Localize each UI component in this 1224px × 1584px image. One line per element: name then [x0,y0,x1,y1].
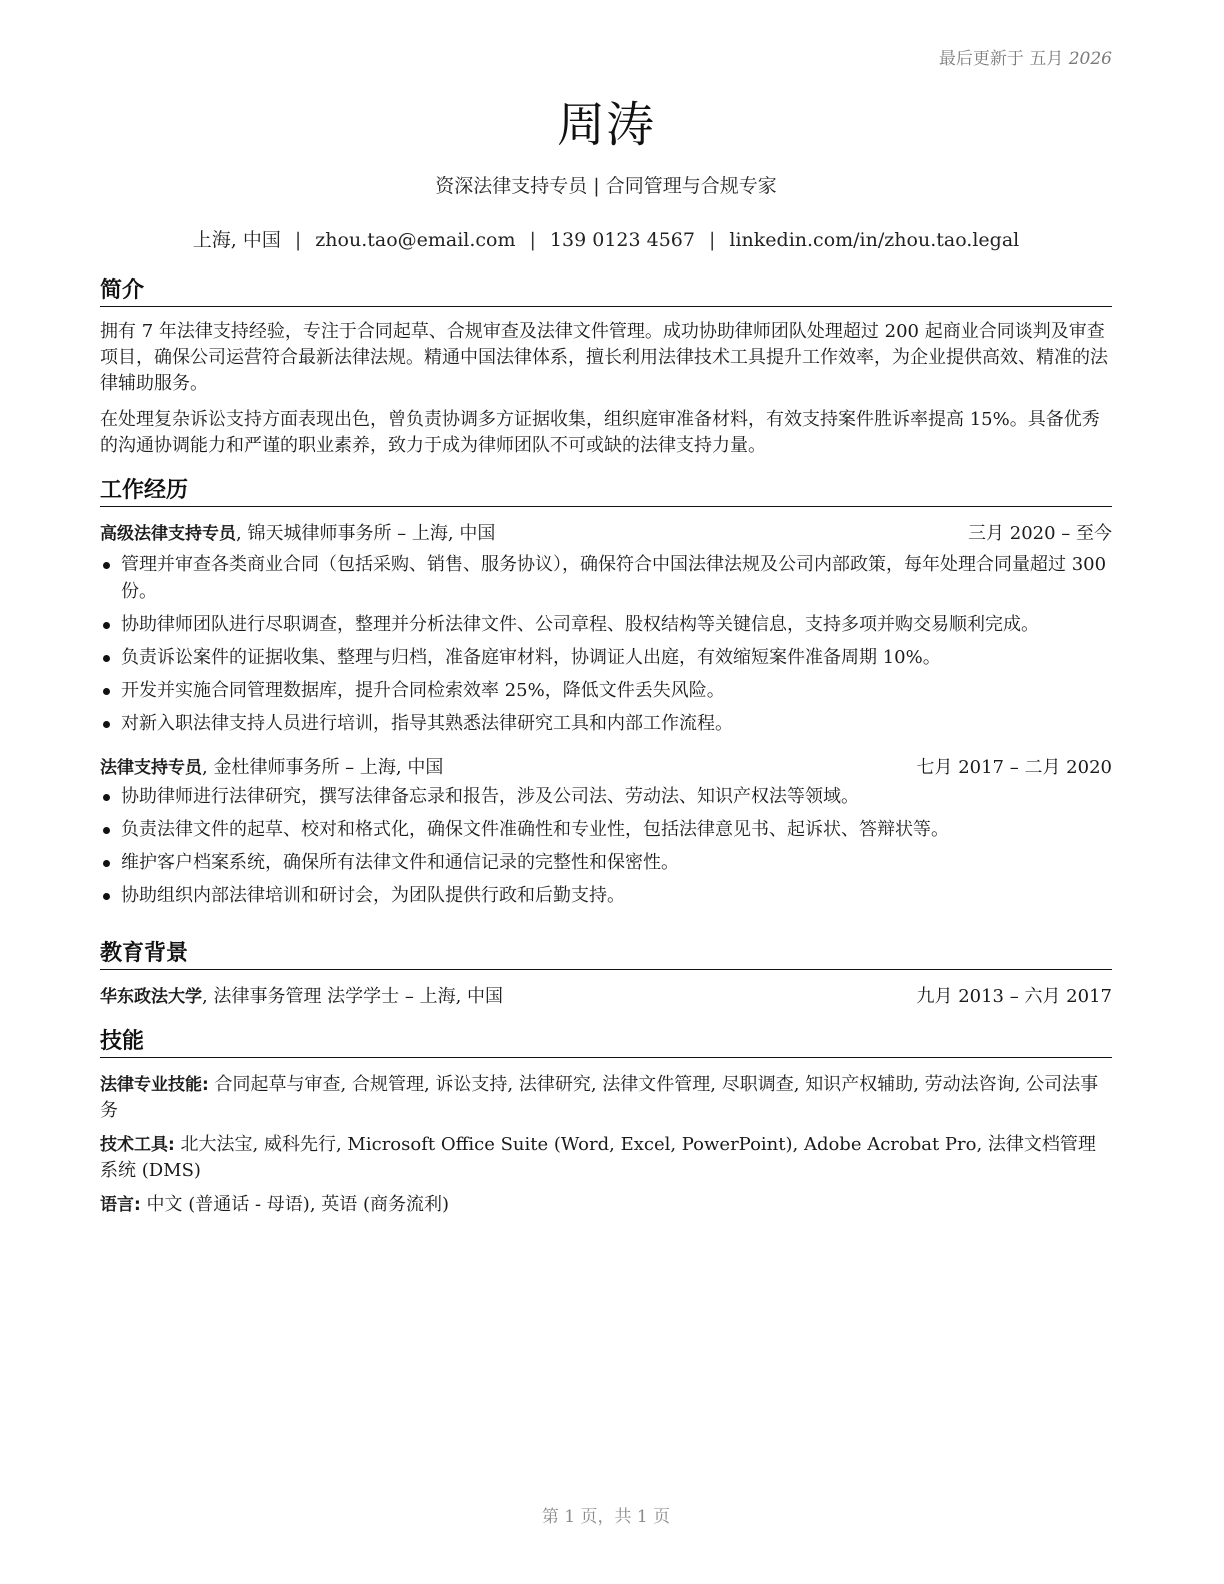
summary-paragraph: 在处理复杂诉讼支持方面表现出色，曾负责协调多方证据收集，组织庭审准备材料，有效支持案件胜诉率提高 15%。具备优秀的沟通协调能力和严谨的职业素养，致力于成为律师团队不可或缺的法律支持力量。 [100,409,1100,456]
job-role: 法律支持专员 [100,758,202,778]
skill-value: 合同起草与审查, 合规管理, 诉讼支持, 法律研究, 法律文件管理, 尽职调查, 知识产权辅助, 劳动法咨询, 公司法事务 [100,1074,1099,1121]
skill-line [100,1132,1112,1184]
job-bullets [100,783,1112,909]
experience-section [100,478,1112,915]
skill-value: 北大法宝, 威科先行, Microsoft Office Suite (Word, Excel, PowerPoint), Adobe Acrobat Pro, 法律文档管理系统 (DMS) [100,1134,1096,1181]
candidate-name: 周涛 [556,97,655,153]
education-entry [100,984,1112,1010]
education-dates: 九月 2013 – 六月 2017 [916,986,1112,1007]
contact-linkedin[interactable]: linkedin.com/in/zhou.tao.legal [729,229,1020,251]
skill-line [100,1072,1112,1124]
skill-value: 中文 (普通话 - 母语), 英语 (商务流利) [140,1194,450,1215]
last-updated-label: 最后更新于 五月 [938,49,1064,69]
contact-line [100,225,1112,252]
page-number-footer: 第 1 页，共 1 页 [541,1507,671,1527]
contact-phone[interactable]: 139 0123 4567 [549,229,695,251]
contact-separator: | [529,229,536,251]
last-updated-year: 2026 [1068,49,1112,69]
education-line [100,984,503,1010]
education-school: 华东政法大学 [100,987,202,1007]
job-bullets [100,551,1112,737]
list-item: 协助律师团队进行尽职调查，整理并分析法律文件、公司章程、股权结构等关键信息，支持多项并购交易顺利完成。 [100,611,1112,638]
list-item: 维护客户档案系统，确保所有法律文件和通信记录的完整性和保密性。 [100,849,1112,876]
skill-line [100,1192,1112,1218]
contact-email[interactable]: zhou.tao@email.com [315,229,516,251]
education-detail: , 法律事务管理 法学学士 – 上海, 中国 [202,986,504,1007]
list-item: 管理并审查各类商业合同（包括采购、销售、服务协议），确保符合中国法律法规及公司内部政策，每年处理合同量超过 300 份。 [100,551,1112,605]
job-header [100,521,1112,547]
job-title-line [100,755,443,781]
last-updated [939,44,1112,69]
section-title-experience: 工作经历 [100,478,1112,507]
job-dates: 三月 2020 – 至今 [968,523,1112,544]
section-title-summary: 简介 [100,278,1112,307]
contact-location: 上海, 中国 [192,229,281,251]
job-header [100,755,1112,781]
skill-label: 语言: [100,1195,141,1215]
resume-page [100,0,1112,1584]
job-entry [100,521,1112,737]
contact-separator: | [294,229,302,251]
list-item: 负责法律文件的起草、校对和格式化，确保文件准确性和专业性，包括法律意见书、起诉状、答辩状等。 [100,816,1112,843]
section-title-education: 教育背景 [100,941,1112,970]
skill-label: 法律专业技能: [100,1075,209,1095]
list-item: 负责诉讼案件的证据收集、整理与归档，准备庭审材料，协调证人出庭，有效缩短案件准备周期 10%。 [100,644,1112,671]
list-item: 开发并实施合同管理数据库，提升合同检索效率 25%，降低文件丢失风险。 [100,677,1112,704]
contact-separator: | [708,229,716,251]
job-role: 高级法律支持专员 [100,524,236,544]
summary-paragraph: 拥有 7 年法律支持经验，专注于合同起草、合规审查及法律文件管理。成功协助律师团队处理超过 200 起商业合同谈判及审查项目，确保公司运营符合最新法律法规。精通中国法律体系，擅长利用法律技术工具提升工作效率，为企业提供高效、精准的法律辅助服务。 [100,321,1108,394]
section-title-skills: 技能 [100,1029,1112,1058]
headline: 资深法律支持专员 | 合同管理与合规专家 [435,175,777,197]
list-item: 对新入职法律支持人员进行培训，指导其熟悉法律研究工具和内部工作流程。 [100,710,1112,737]
job-dates: 七月 2017 – 二月 2020 [916,757,1112,778]
education-section [100,941,1112,1010]
skills-section [100,1029,1112,1218]
summary-section [100,278,1112,459]
list-item: 协助组织内部法律培训和研讨会，为团队提供行政和后勤支持。 [100,882,1112,909]
job-entry [100,755,1112,909]
job-title-line [100,521,495,547]
job-org: , 锦天城律师事务所 – 上海, 中国 [236,523,496,544]
skill-label: 技术工具: [100,1135,175,1155]
list-item: 协助律师进行法律研究，撰写法律备忘录和报告，涉及公司法、劳动法、知识产权法等领域。 [100,783,1112,810]
job-org: , 金杜律师事务所 – 上海, 中国 [202,757,444,778]
